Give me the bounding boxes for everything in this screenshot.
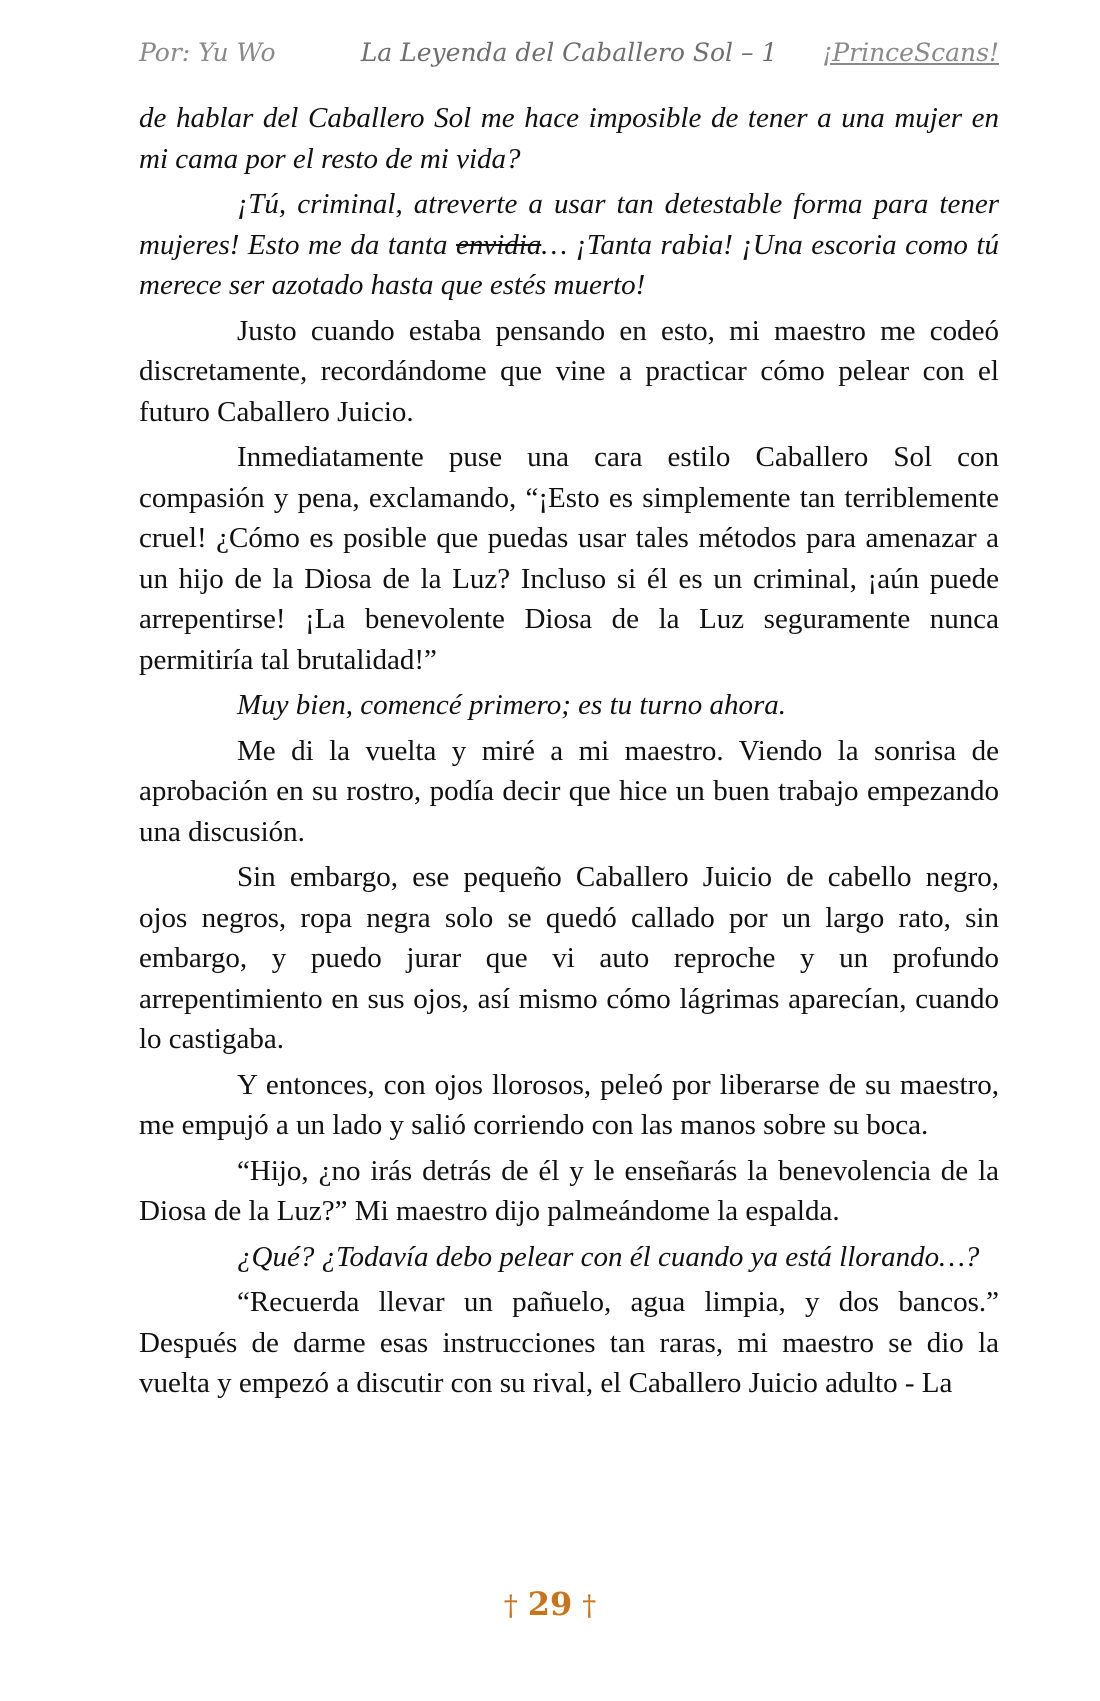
paragraph: “Hijo, ¿no irás detrás de él y le enseñarás la benevolencia de la Diosa de la Luz?” Mi maestro dijo palmeándome la espalda. [139, 1154, 999, 1227]
paragraph: ¿Qué? ¿Todavía debo pelear con él cuando ya está llorando…? [237, 1240, 980, 1273]
paragraph: Me di la vuelta y miré a mi maestro. Viendo la sonrisa de aprobación en su rostro, podía decir que hice un buen trabajo empezando una discusión. [139, 734, 999, 848]
page-number: 29 [527, 1585, 573, 1623]
paragraph [139, 184, 999, 306]
header-book-title: La Leyenda del Caballero Sol – 1 [360, 38, 778, 67]
paragraph: Sin embargo, ese pequeño Caballero Juicio de cabello negro, ojos negros, ropa negra solo se quedó callado por un largo rato, sin embargo, y puedo jurar que vi auto reproche y un profundo arrepentimiento en sus ojos, así mismo cómo lágrimas aparecían, cuando lo castigaba. [139, 861, 999, 1055]
paragraph: de hablar del Caballero Sol me hace imposible de tener a una mujer en mi cama por el resto de mi vida? [139, 102, 999, 175]
paragraph: Justo cuando estaba pensando en esto, mi maestro me codeó discretamente, recordándome que vine a practicar cómo pelear con el futuro Caballero Juicio. [139, 314, 999, 428]
header-author: Por: Yu Wo [139, 38, 276, 67]
paragraph: “Recuerda llevar un pañuelo, agua limpia, y dos bancos.” Después de darme esas instrucciones tan raras, mi maestro se dio la vuelta y empezó a discutir con su rival, el Caballero Juicio adulto - La [139, 1286, 999, 1399]
header-group-link[interactable]: ¡PrinceScans! [822, 38, 999, 67]
page-header [139, 38, 999, 78]
paragraph-text: ¡Tú, criminal, atreverte a usar tan detestable forma para tener mujeres! Esto me da tanta [139, 188, 999, 261]
page-footer [0, 1585, 1100, 1623]
dagger-ornament-icon: † [503, 1589, 518, 1622]
body-text [139, 98, 999, 1409]
struck-word: envidia [455, 228, 542, 261]
paragraph-text: … ¡Tanta rabia! ¡Una escoria como tú merece ser azotado hasta que estés muerto! [139, 228, 999, 301]
paragraph: Muy bien, comencé primero; es tu turno ahora. [237, 689, 787, 721]
paragraph: Y entonces, con ojos llorosos, peleó por liberarse de su maestro, me empujó a un lado y salió corriendo con las manos sobre su boca. [139, 1068, 999, 1141]
paragraph: Inmediatamente puse una cara estilo Caballero Sol con compasión y pena, exclamando, “¡Esto es simplemente tan terriblemente cruel! ¿Cómo es posible que puedas usar tales métodos para amenazar a un hijo de la Diosa de la Luz? Incluso si él es un criminal, ¡aún puede arrepentirse! ¡La benevolente Diosa de la Luz seguramente nunca permitiría tal brutalidad!” [139, 441, 999, 676]
dagger-ornament-icon: † [582, 1589, 597, 1622]
